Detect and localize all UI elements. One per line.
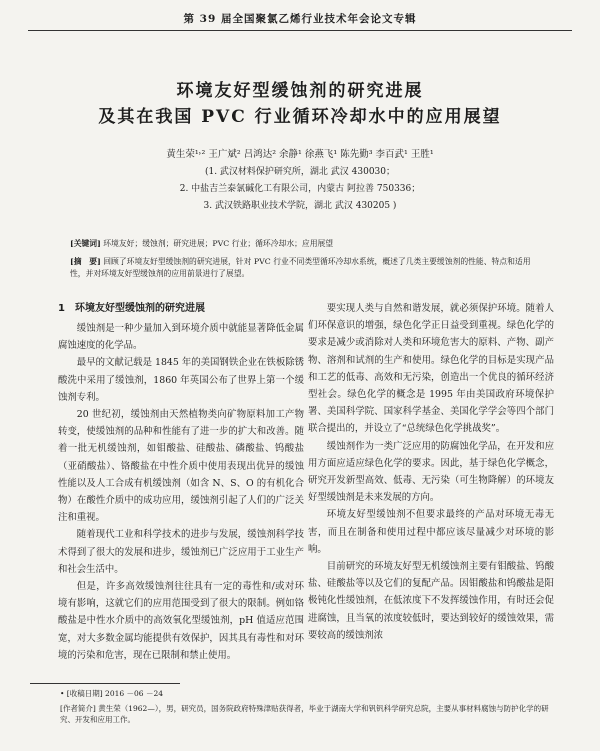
paragraph: 随着现代工业和科学技术的进步与发展，缓蚀剂科学技术得到了很大的发展和进步，缓蚀剂已广泛应用于工业生产和社会生活中。 bbox=[58, 529, 304, 575]
abstract-text: 回顾了环境友好型缓蚀剂的研究进展，针对 PVC 行业不同类型循环冷却水系统，概述了几类主要缓蚀剂的性能、特点和适用性，并对环境友好型缓蚀剂的应用前景进行了展望。 bbox=[70, 257, 531, 278]
paragraph: 但是，许多高效缓蚀剂往往具有一定的毒性和/或对环境有影响，这就它们的应用范围受到了很大的限制。例如铬酸盐是中性水介质中的高效氧化型缓蚀剂，pH 值适应范围宽，对大多数金属均能提供有效保护，因其具有毒性和对环境的污染和危害，现在已限制和禁止使用。 bbox=[58, 581, 304, 661]
affiliation-3: 3. 武汉铁路职业技术学院，湖北 武汉 430205 ) bbox=[203, 201, 397, 211]
paper-title-line2: 及其在我国 PVC 行业循环冷却水中的应用展望 bbox=[98, 107, 502, 127]
paragraph: 20 世纪初，缓蚀剂由天然植物类向矿物原料加工产物转变，使缓蚀剂的品种和性能有了进一步的扩大和改善。随着一批无机缓蚀剂，如钼酸盐、硅酸盐、磷酸盐、钨酸盐（亚硝酸盐）、铬酸盐在中性介质中使用表现出优异的缓蚀性能以及人工合成有机缓蚀剂（如含 N、S、O 的有机化合物）在酸性介质中的成功应用，缓蚀剂引起了人们的广泛关注和重视。 bbox=[58, 409, 304, 524]
paper-title-line1: 环境友好型缓蚀剂的研究进展 bbox=[176, 81, 424, 101]
keywords-label: [关键词] bbox=[70, 239, 101, 248]
paragraph: 目前研究的环境友好型无机缓蚀剂主要有钼酸盐、钨酸盐、硅酸盐等以及它们的复配产品。因钼酸盐和钨酸盐是阳极钝化性缓蚀剂，在低浓度下不发挥缓蚀作用，有时还会促进腐蚀，且当氧的浓度较低时，要达到较好的缓蚀效果，需要较高的缓蚀剂浓 bbox=[308, 561, 554, 641]
paragraph: 要实现人类与自然和谐发展，就必须保护环境。随着人们环保意识的增强，绿色化学正日益受到重视。绿色化学的要求是减少或消除对人类和环境危害大的原料、产物、副产物、溶剂和试剂的生产和使用。绿色化学的目标是实现产品和工艺的低毒、高效和无污染，创造出一个优良的循环经济型社会。绿色化学的概念是 1995 年由美国政府环境保护署、美国科学院、国家科学基金、美国化学学会等四个部门联合提出的，并设立了“总统绿色化学挑战奖”。 bbox=[308, 303, 554, 435]
paragraph: 缓蚀剂作为一类广泛应用的防腐蚀化学品，在开发和应用方面应适应绿色化学的要求。因此，基于绿色化学概念，研究开发新型高效、低毒、无污染（可生物降解）的环境友好型缓蚀剂是未来发展的方向。 bbox=[308, 440, 554, 504]
left-column bbox=[58, 300, 304, 664]
abstract-block bbox=[70, 256, 540, 280]
keywords-block bbox=[70, 238, 540, 250]
footnote-author: [作者简介] 黄生荣（1962—），男，研究员，国务院政府特殊津贴获得者，毕业于湖南大学和钒钒科学研究总院，主要从事材料腐蚀与防护化学的研究、开发和应用工作。 bbox=[60, 704, 549, 724]
author-list: 黄生荣¹˒² 王广斌² 吕鸿达² 余静¹ 徐燕飞¹ 陈先勤³ 李百武¹ 王胜¹ bbox=[166, 149, 434, 160]
footnote-received: • [收稿日期] 2016 －06 －24 bbox=[60, 689, 163, 698]
paragraph: 最早的文献记载是 1845 年的美国钢铁企业在铁板除锈酸洗中采用了缓蚀剂，1860 年英国公布了世界上第一个缓蚀剂专利。 bbox=[58, 357, 304, 403]
running-header: 第 39 届全国聚氯乙烯行业技术年会论文专辑 bbox=[28, 10, 572, 31]
keywords-text: 环境友好；缓蚀剂；研究进展；PVC 行业；循环冷却水；应用展望 bbox=[103, 239, 334, 248]
paragraph: 缓蚀剂是一种少量加入到环境介质中就能显著降低金属腐蚀速度的化学品。 bbox=[58, 323, 304, 352]
footnote-divider bbox=[30, 683, 180, 684]
affiliation-2: 2. 中盐吉兰泰氯碱化工有限公司，内蒙古 阿拉善 750336； bbox=[179, 184, 421, 194]
section-heading: 1 环境友好型缓蚀剂的研究进展 bbox=[58, 303, 205, 314]
abstract-label: [摘 要] bbox=[70, 257, 101, 266]
affiliation-1: (1. 武汉材料保护研究所，湖北 武汉 430030； bbox=[204, 167, 396, 177]
paragraph: 环境友好型缓蚀剂不但要求最终的产品对环境无毒无害，而且在制备和使用过程中都应该尽量减少对环境的影响。 bbox=[308, 509, 554, 555]
right-column bbox=[308, 300, 554, 644]
